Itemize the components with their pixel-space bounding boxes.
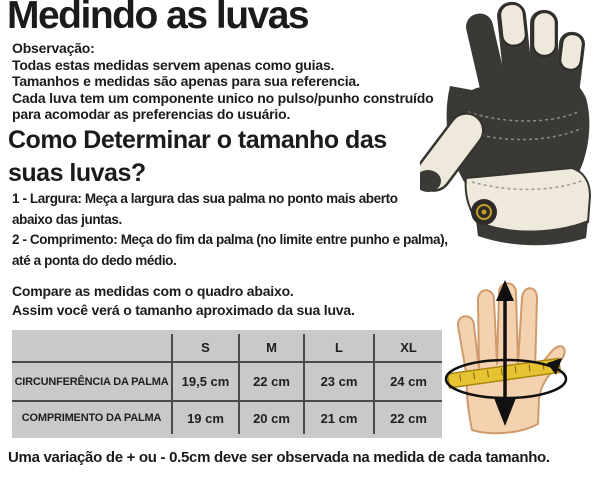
circumference-value-s: 19,5 cm [171, 361, 238, 402]
table-header-s: S [171, 334, 238, 361]
table-header-l: L [303, 334, 373, 361]
hand-measure-image [440, 278, 600, 470]
instruction-line: abaixo das juntas. [12, 211, 122, 227]
fingerless-glove-image [420, 0, 600, 248]
size-table [12, 330, 442, 438]
instruction-line: até a ponta do dedo médio. [12, 252, 177, 268]
section-heading-line: Como Determinar o tamanho das [8, 126, 387, 154]
observation-line: Todas estas medidas servem apenas como guias. [12, 56, 335, 73]
observation-block [12, 40, 433, 123]
section-heading [8, 124, 387, 190]
observation-line: para acomodar as preferencias do usuário. [12, 106, 291, 123]
instruction-line: 2 - Comprimento: Meça do fim da palma (no limite entre punho e palma), [12, 232, 448, 247]
compare-line: Assim você verá o tamanho aproximado da sua luva. [12, 302, 355, 318]
row-label-circumference: CIRCUNFERÊNCIA DA PALMA [12, 361, 171, 402]
table-corner-cell [12, 334, 171, 361]
table-header-m: M [238, 334, 303, 361]
page-title: Medindo as luvas [7, 0, 309, 37]
glove-illustration [420, 0, 600, 248]
observation-line: Tamanhos e medidas são apenas para sua referencia. [12, 73, 360, 90]
length-value-s: 19 cm [171, 402, 238, 434]
circumference-value-xl: 24 cm [373, 361, 442, 402]
observation-line: Cada luva tem um componente unico no pulso/punho construído [12, 89, 434, 106]
length-value-l: 21 cm [303, 402, 373, 434]
observation-heading: Observação: [12, 40, 95, 56]
compare-line: Compare as medidas com o quadro abaixo. [12, 283, 294, 299]
section-heading-line: suas luvas? [8, 159, 146, 187]
length-value-xl: 22 cm [373, 402, 442, 434]
length-value-m: 20 cm [238, 402, 303, 434]
circumference-value-m: 22 cm [238, 361, 303, 402]
compare-block [12, 282, 355, 320]
hand-illustration [440, 278, 600, 470]
row-label-length: COMPRIMENTO DA PALMA [21, 412, 162, 424]
table-header-xl: XL [373, 334, 442, 361]
instructions-block [12, 189, 448, 271]
hand-shape [458, 283, 565, 433]
footer-note: Uma variação de + ou - 0.5cm deve ser observada na medida de cada tamanho. [8, 449, 550, 466]
instruction-line: 1 - Largura: Meça a largura das sua palma no ponto mais aberto [12, 191, 398, 206]
circumference-value-l: 23 cm [303, 361, 373, 402]
